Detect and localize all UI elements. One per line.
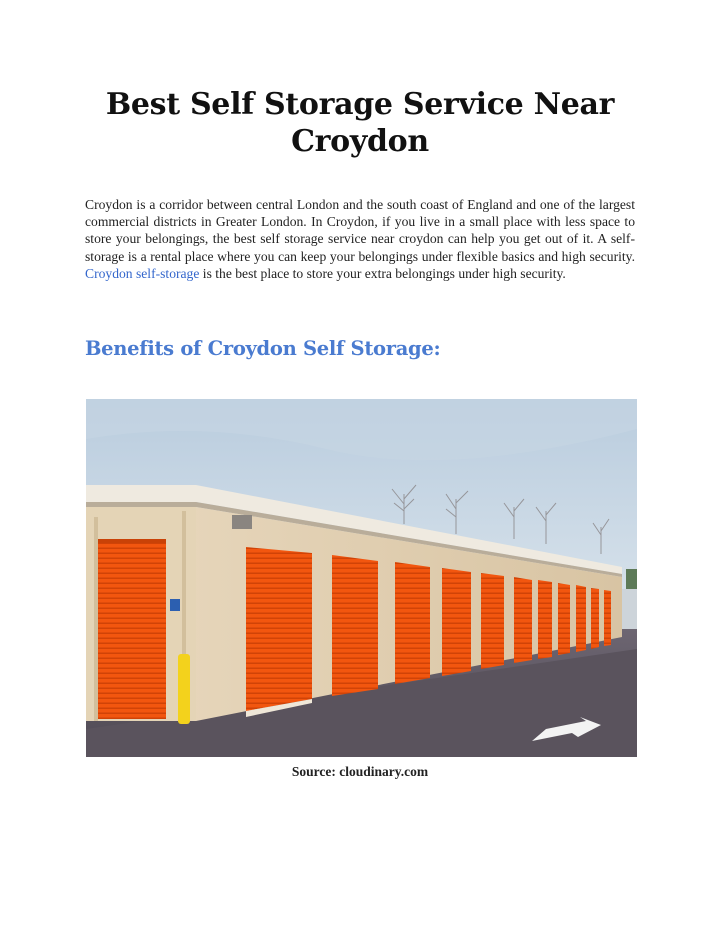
intro-text-before-link: Croydon is a corridor between central London and the south coast of England and one of the largest commercial districts in Greater London. In Croydon, if you live in a small place with less space to store your belongings, the best self storage service near croydon can help you get out of it. A self-storage is a rental place where you can keep your belongings under flexible basics and high security.	[85, 197, 635, 264]
page-title: Best Self Storage Service Near Croydon	[105, 87, 615, 159]
figure-caption: Source: cloudinary.com	[291, 764, 429, 779]
section-heading: Benefits of Croydon Self Storage:	[85, 337, 441, 360]
intro-paragraph	[85, 196, 635, 282]
intro-text-after-link: is the best place to store your extra belongings under high security.	[199, 265, 566, 281]
storage-units-photo	[86, 399, 637, 757]
croydon-self-storage-link[interactable]: Croydon self-storage	[85, 265, 200, 281]
